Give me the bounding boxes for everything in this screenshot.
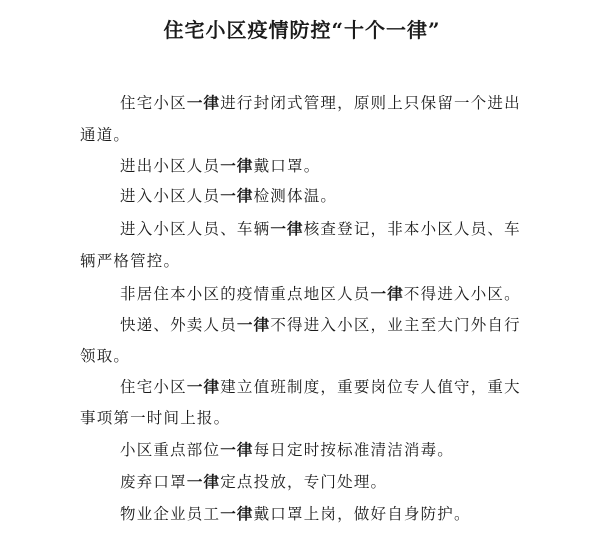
rule-6-text-before: 快递、外卖人员 (120, 316, 237, 334)
rule-1-text-after: 进行封闭式管理，原则上只保留一个进出 (220, 94, 521, 112)
rule-7-line-1 (120, 376, 521, 398)
rule-3-line (120, 185, 337, 207)
rule-3-text-before: 进入小区人员 (120, 187, 221, 205)
rule-2-text-after: 戴口罩。 (253, 157, 321, 175)
rule-5-keyword: 一律 (370, 284, 404, 303)
rule-1-line-2: 通道。 (80, 126, 131, 144)
rule-8-line (120, 439, 454, 461)
rule-1-line-1 (120, 92, 521, 114)
rule-10-line (120, 503, 471, 525)
rule-3-text-after: 检测体温。 (253, 187, 338, 205)
rule-8-text-before: 小区重点部位 (120, 441, 221, 459)
rule-9-line (120, 471, 387, 493)
rule-6-text-after: 不得进入小区，业主至大门外自行 (270, 316, 521, 334)
rule-6-line-2: 领取。 (80, 347, 131, 365)
rule-1-text-before: 住宅小区 (120, 94, 187, 112)
rule-8-text-after: 每日定时按标准清洁消毒。 (253, 441, 455, 459)
rule-5-text-after: 不得进入小区。 (403, 285, 521, 303)
rule-7-text-after: 建立值班制度，重要岗位专人值守，重大 (220, 378, 521, 396)
rule-1-keyword: 一律 (186, 93, 221, 112)
rule-9-keyword: 一律 (186, 472, 221, 491)
rule-9-text-before: 废弃口罩 (120, 473, 187, 491)
rule-5-line (120, 283, 521, 305)
rule-2-line (120, 155, 320, 177)
rule-9-text-after: 定点投放，专门处理。 (220, 473, 388, 491)
rule-5-text-before: 非居住本小区的疫情重点地区人员 (120, 285, 371, 303)
rule-2-text-before: 进出小区人员 (120, 157, 221, 175)
document-title: 住宅小区疫情防控“十个一律” (163, 18, 441, 42)
rule-8-keyword: 一律 (220, 440, 254, 459)
rule-2-keyword: 一律 (220, 156, 254, 175)
rule-10-text-after: 戴口罩上岗，做好自身防护。 (253, 505, 471, 523)
rule-4-line-2: 辆严格管控。 (80, 252, 181, 270)
rule-7-line-2: 事项第一时间上报。 (80, 409, 231, 427)
rule-4-line-1 (120, 218, 521, 240)
rule-10-keyword: 一律 (220, 504, 254, 523)
rule-3-keyword: 一律 (220, 186, 254, 205)
rule-4-text-before: 进入小区人员、车辆 (120, 220, 271, 238)
rule-4-text-after: 核查登记，非本小区人员、车 (303, 220, 521, 238)
rule-4-keyword: 一律 (270, 219, 304, 238)
rule-6-keyword: 一律 (236, 315, 271, 334)
rule-7-keyword: 一律 (186, 377, 221, 396)
rule-6-line-1 (120, 314, 521, 336)
rule-7-text-before: 住宅小区 (120, 378, 187, 396)
rule-10-text-before: 物业企业员工 (120, 505, 221, 523)
